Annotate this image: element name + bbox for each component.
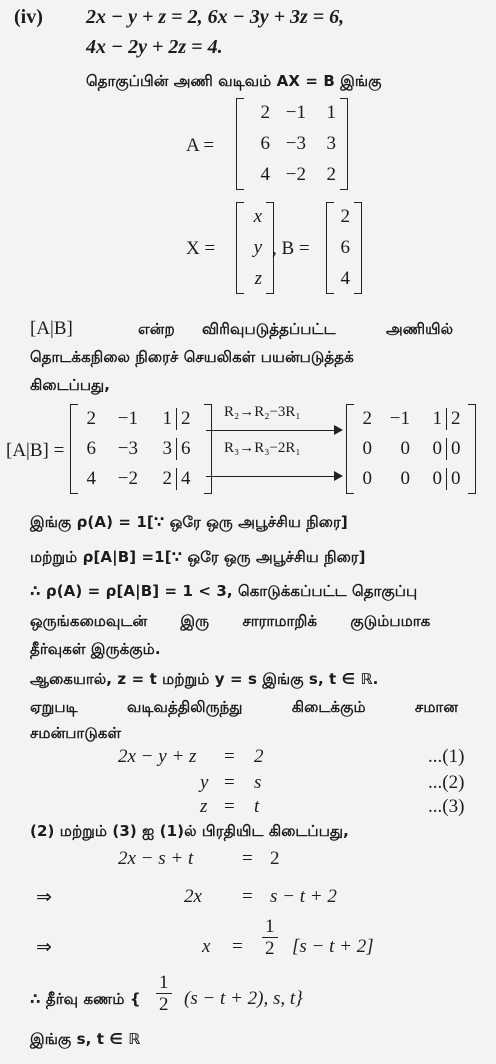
matrix-cell: 3 <box>162 437 172 459</box>
matrix-cell: −2 <box>285 164 306 186</box>
matrix-cell: 2 <box>362 407 372 429</box>
para-word-1: என்ற <box>138 320 175 338</box>
para-word-3: அணியில் <box>386 320 454 338</box>
matrix-cell: 1 <box>162 407 172 429</box>
rank-line-6: ஆகையால், z = t மற்றும் y = s இங்கு s, t ∈ ℝ. <box>30 670 379 688</box>
arrow-right-icon <box>334 425 343 435</box>
matrix-cell: 0 <box>432 437 442 459</box>
equation-line-2: 4x − 2y + 2z = 4. <box>86 36 223 58</box>
equation-number: ...(1) <box>428 746 465 767</box>
matrix-cell: 2 <box>176 408 200 430</box>
matrix-cell: 6 <box>86 437 96 459</box>
vector-b-label: , B = <box>272 238 310 259</box>
transform-arrow-shaft-2 <box>206 476 334 477</box>
matrix-cell: 0 <box>400 468 410 490</box>
implies-2: ⇒ <box>36 937 52 958</box>
equation-lhs: y <box>200 772 209 793</box>
para-line-3: கிடைப்பது, <box>30 376 111 394</box>
intro-text: தொகுப்பின் அணி வடிவம் AX = B இங்கு <box>86 72 382 90</box>
augmented-matrix-label: [A|B] = <box>6 440 65 461</box>
matrix-cell: 0 <box>446 468 464 490</box>
matrix-a-label: A = <box>186 135 215 156</box>
matrix-cell: −1 <box>285 101 306 123</box>
step1-rhs: 2 <box>270 848 280 869</box>
equation-lhs: 2x − y + z <box>118 746 197 767</box>
vector-b <box>326 202 362 294</box>
step2-rhs: s − t + 2 <box>270 886 337 907</box>
vector-x <box>236 202 274 294</box>
rank-line-2: மற்றும் ρ[A|B] =1[∵ ஒரே ஒரு அபூச்சிய நிரை] <box>30 548 366 566</box>
matrix-cell: 1 <box>326 101 336 123</box>
matrix-cell: −1 <box>389 407 410 429</box>
step2-eq: = <box>242 886 253 907</box>
matrix-cell: 0 <box>362 437 372 459</box>
solution-fraction <box>156 972 172 1015</box>
matrix-cell: 6 <box>176 438 200 460</box>
problem-number: (iv) <box>14 6 43 28</box>
para-line-2: தொடக்கநிலை நிரைச் செயலிகள் பயன்படுத்தக் <box>30 348 354 366</box>
rank-line-5: தீர்வுகள் இருக்கும். <box>30 640 161 658</box>
matrix-cell: 0 <box>362 468 372 490</box>
equation-rhs: 2 <box>254 746 264 767</box>
row-operation-2: R₃→R₃−2R₁ <box>224 440 301 456</box>
matrix-cell: −3 <box>285 132 306 154</box>
step3-fraction <box>262 916 278 959</box>
step3-rhs: [s − t + 2] <box>292 936 374 957</box>
para-word-2: விரிவுபடுத்தப்பட்ட <box>202 320 336 338</box>
matrix-cell: 4 <box>340 268 350 290</box>
equation-line-1: 2x − y + z = 2, 6x − 3y + 3z = 6, <box>86 6 345 28</box>
matrix-cell: x <box>253 205 262 227</box>
matrix-cell: 6 <box>340 236 350 258</box>
equation-number: ...(3) <box>428 796 465 817</box>
row-operation-1: R₂→R₂−3R₁ <box>224 404 301 420</box>
augmented-matrix-right <box>346 404 476 494</box>
matrix-cell: −1 <box>117 407 138 429</box>
equation-equals: = <box>224 796 235 817</box>
step1-eq: = <box>242 848 253 869</box>
matrix-cell: z <box>254 268 262 290</box>
fraction-numerator: 1 <box>262 916 278 938</box>
substitute-text: (2) மற்றும் (3) ஐ (1)ல் பிரதியிட கிடைப்பது, <box>30 822 349 840</box>
matrix-cell: −3 <box>117 437 138 459</box>
step3-lhs: x <box>202 936 211 957</box>
matrix-cell: y <box>253 236 262 258</box>
matrix-cell: 4 <box>260 164 270 186</box>
matrix-cell: 2 <box>340 205 350 227</box>
equation-lhs: z <box>200 796 208 817</box>
matrix-cell: 2 <box>260 101 270 123</box>
equation-rhs: t <box>254 796 260 817</box>
augmented-label-text: [A|B] <box>30 318 73 339</box>
matrix-cell: 6 <box>260 132 270 154</box>
vector-x-label: X = <box>186 238 216 259</box>
rank-line-1: இங்கு ρ(A) = 1[∵ ஒரே ஒரு அபூச்சிய நிரை] <box>30 513 348 531</box>
matrix-cell: 0 <box>432 468 442 490</box>
matrix-cell: 2 <box>446 408 464 430</box>
rank-line-3: ∴ ρ(A) = ρ[A|B] = 1 < 3, கொடுக்கப்பட்ட தொகுப்பு <box>30 582 418 600</box>
solution-prefix: ∴ தீர்வு கணம் { <box>30 990 141 1008</box>
step3-eq: = <box>232 936 243 957</box>
rank-line-4: ஒருங்கமைவுடன் இரு சாராமாறிக் குடும்பமாக <box>30 612 431 630</box>
matrix-cell: 2 <box>162 468 172 490</box>
implies-1: ⇒ <box>36 887 52 908</box>
solution-final: இங்கு s, t ∈ ℝ <box>30 1030 141 1048</box>
matrix-cell: 0 <box>446 438 464 460</box>
equation-number: ...(2) <box>428 772 465 793</box>
equation-rhs: s <box>254 772 262 793</box>
fraction-denominator: 2 <box>265 938 275 959</box>
solution-fraction-numerator: 1 <box>156 972 172 994</box>
matrix-cell: 0 <box>400 437 410 459</box>
matrix-cell: 4 <box>176 468 200 490</box>
matrix-cell: 4 <box>86 468 96 490</box>
matrix-cell: 3 <box>326 132 336 154</box>
transform-arrow-shaft <box>206 430 334 431</box>
matrix-cell: 2 <box>86 407 96 429</box>
rank-line-7: ஏறுபடி வடிவத்திலிருந்து கிடைக்கும் சமான <box>30 698 458 716</box>
solution-suffix: (s − t + 2), s, t} <box>184 988 303 1009</box>
augmented-matrix-left <box>70 404 212 494</box>
equation-equals: = <box>224 772 235 793</box>
step1-lhs: 2x − s + t <box>118 848 194 869</box>
matrix-cell: 2 <box>326 164 336 186</box>
arrow-right-icon-2 <box>334 471 343 481</box>
step2-lhs: 2x <box>184 886 202 907</box>
matrix-cell: 1 <box>432 407 442 429</box>
equation-equals: = <box>224 746 235 767</box>
solution-fraction-denominator: 2 <box>159 994 169 1015</box>
rank-line-8: சமன்பாடுகள் <box>30 724 122 742</box>
matrix-a <box>236 98 348 190</box>
matrix-cell: −2 <box>117 468 138 490</box>
